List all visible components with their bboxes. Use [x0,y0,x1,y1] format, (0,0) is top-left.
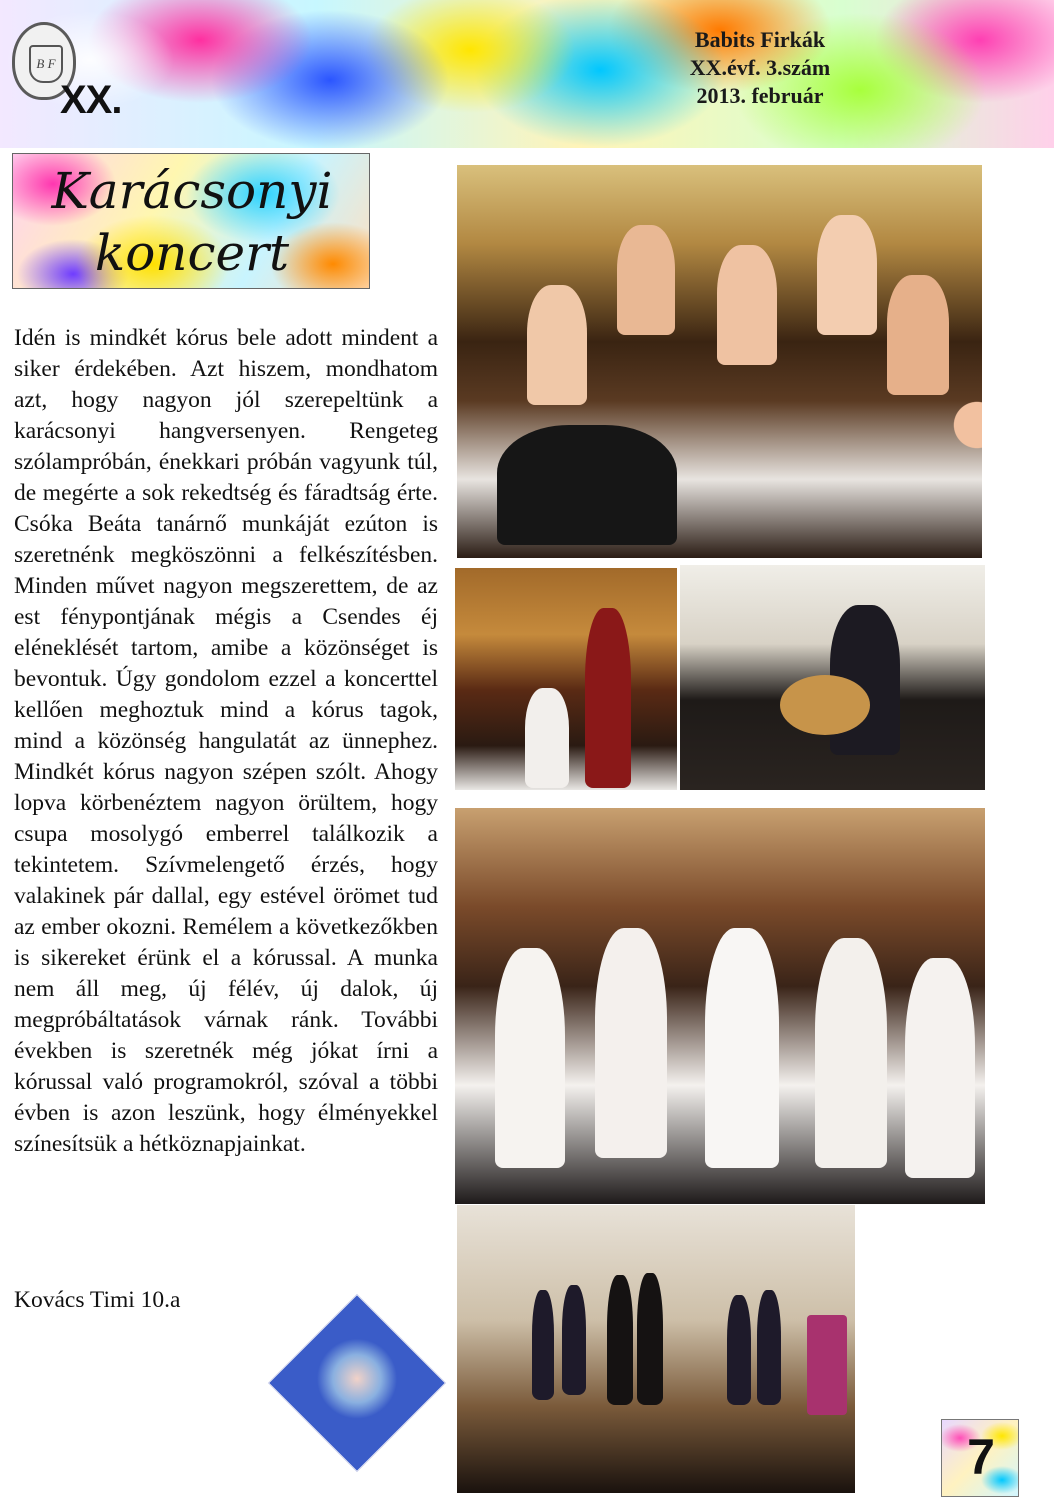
author-portrait [268,1294,446,1472]
photo-figure [905,958,975,1178]
photo-lectern [807,1315,847,1415]
photo-figure [532,1290,554,1400]
photo-figure [637,1273,663,1405]
photo-figure [617,225,675,335]
photo-figure [585,608,631,788]
photo-figure [607,1275,633,1405]
photo-figure [727,1295,751,1405]
issue-date: 2013. február [696,83,824,108]
photo-choir-singing [455,808,985,1204]
logo-letters: B F [29,45,63,83]
photo-conductor [455,568,677,790]
article-title [13,160,370,284]
photo-figure [817,215,877,335]
article-body: Idén is mindkét kórus bele adott mindent a siker érdekében. Azt hiszem, mondhatom azt, hogy nagyon jól szerepeltünk a karácsonyi hangversenyen. Rengeteg szólampróbán, énekkari próbán vagyunk túl, de megérte a sok rekedtség és fáradtság érte. Csóka Beáta tanárnő munkáját ezúton is szeretnénk megköszönni a felkészítésben. Minden művet nagyon megszerettem, de az est fénypontjának mégis a Csendes éj eléneklését tartom, amibe a közönséget is bevontuk. Úgy gondolom ezzel a koncerttel kellően meghoztuk mind a kórus tagok, mind a közönség hangulatát az ünnephez. Mindkét kórus nagyon szépen szólt. Ahogy lopva körbenéztem nagyon örültem, hogy csupa mosolygó emberrel találkozik a tekintetem. Szívmelengető érzés, hogy valakinek pár dallal, egy estével örömet tud az ember okozni. Remélem a következőkben is sikereket érünk el a kórussal. A munka nem áll meg, új félév, új dalok, új megpróbáltatások várnak ránk. További években is szeretnék még jókat írni a kórussal való programokról, szóval a többi évben is azon leszünk, hogy élményekkel színesítsük a hétköznapjainkat. [14,325,438,1157]
photo-folder [497,425,677,545]
photo-figure [595,928,667,1158]
photo-choir-soloist [457,165,982,558]
edition-mark: XX. [60,78,122,122]
photo-figure [525,688,569,788]
title-line-2: koncert [94,224,290,282]
article-author: Kovács Timi 10.a [14,1287,181,1313]
photo-figure [717,245,777,365]
photo-figure [705,928,779,1168]
page-number: 7 [967,1429,995,1485]
issue-number: XX.évf. 3.szám [689,55,831,80]
photo-figure [495,948,565,1168]
magazine-name: Babits Firkák [694,27,826,52]
photo-figure [757,1290,781,1405]
photo-figure [562,1285,586,1395]
article-title-box [12,153,370,289]
photo-stage-performers [457,1205,855,1493]
header-banner [0,0,1054,148]
photo-guitar [780,675,870,735]
photo-figure [527,285,587,405]
photo-figure [815,938,887,1168]
page-number-box [941,1419,1019,1497]
title-line-1: Karácsonyi [51,162,333,220]
photo-figure [887,275,949,395]
photo-guitarist [680,565,985,790]
masthead [640,26,880,110]
